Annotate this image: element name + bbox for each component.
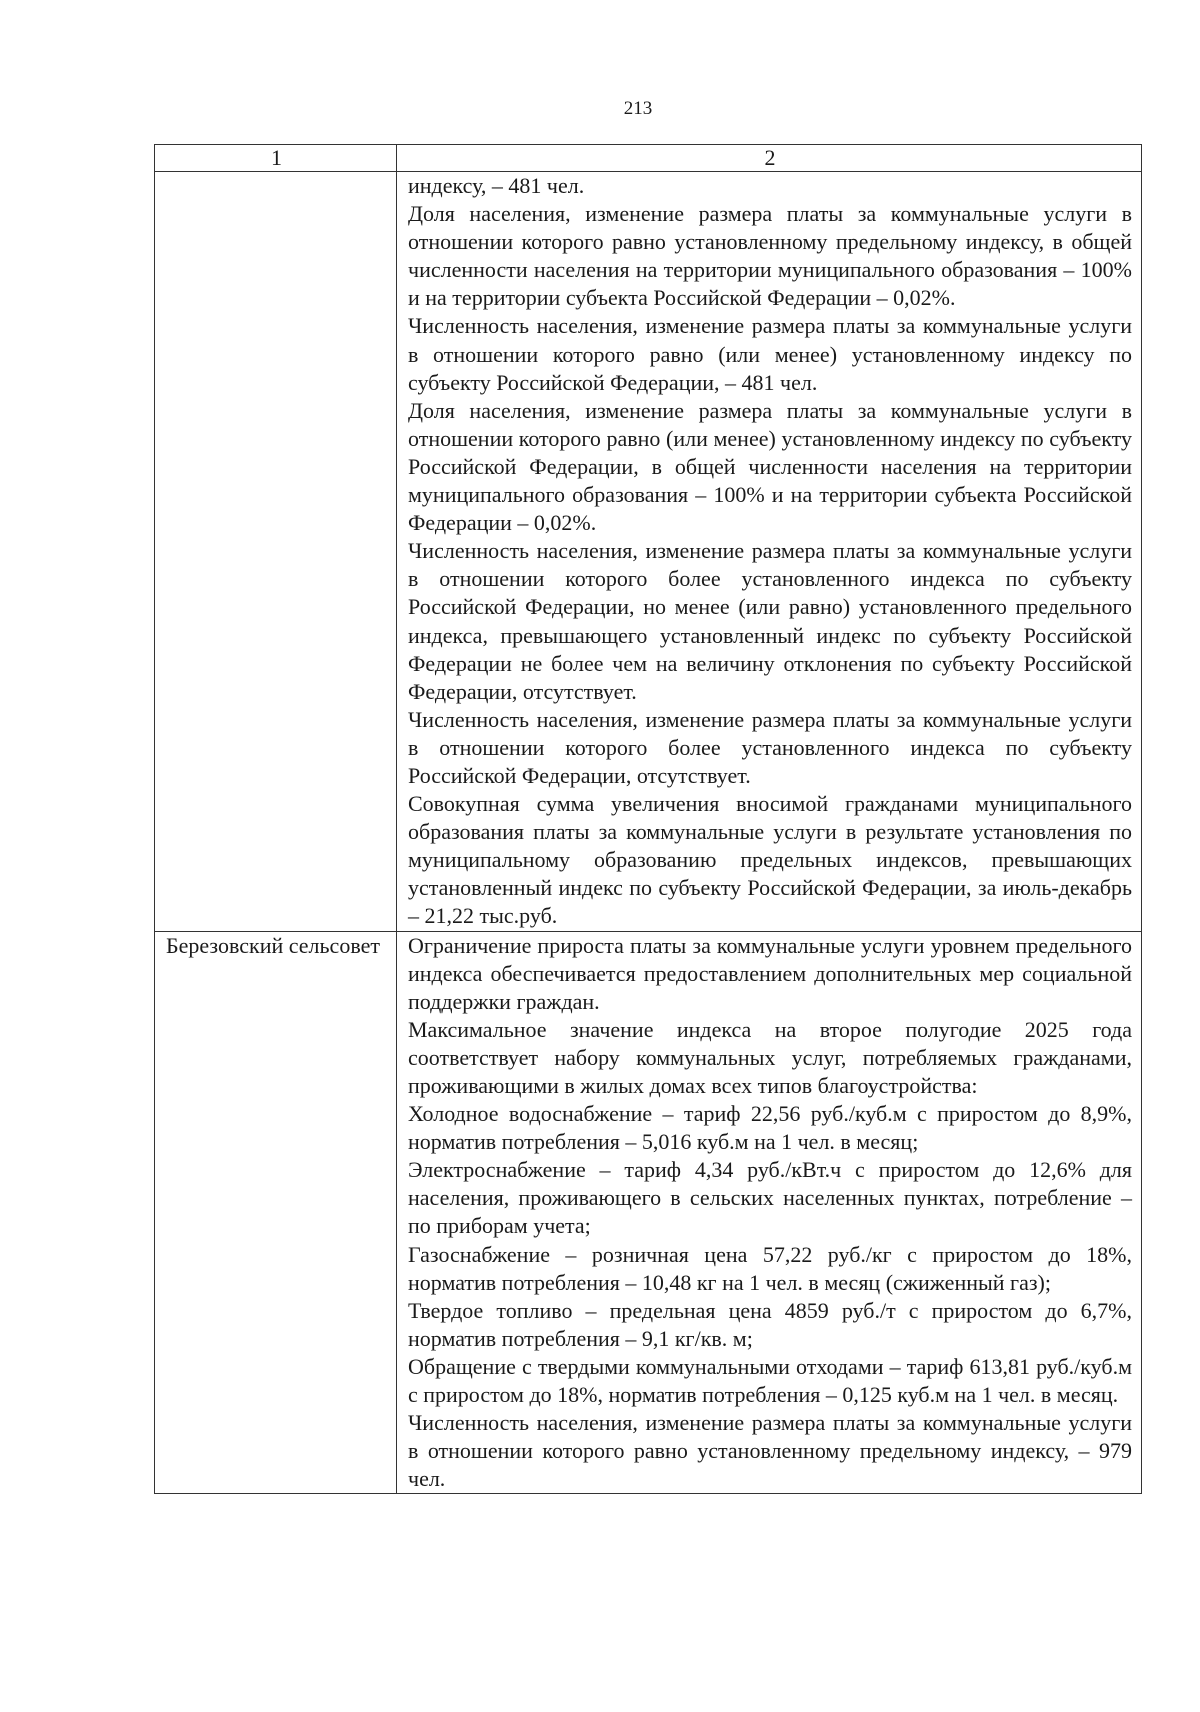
- paragraph: Совокупная сумма увеличения вносимой гражданами муниципального образования платы за коммунальные услуги в результате установления по муниципальному образованию предельных индексов, превышающих установленный индекс по субъекту Российской Федерации, за июль-декабрь – 21,22 тыс.руб.: [408, 791, 1132, 929]
- paragraph: Численность населения, изменение размера платы за коммунальные услуги в отношении которого равно (или менее) установленному индексу по субъекту Российской Федерации, – 481 чел.: [408, 313, 1132, 395]
- paragraph: Холодное водоснабжение – тариф 22,56 руб./куб.м с приростом до 8,9%, норматив потребления – 5,016 куб.м на 1 чел. в месяц;: [408, 1101, 1132, 1155]
- table-row: [155, 172, 1142, 932]
- column-header-2: 2: [397, 145, 1142, 172]
- paragraph: индексу, – 481 чел.: [408, 173, 585, 198]
- description-cell: [397, 172, 1142, 932]
- paragraph: Максимальное значение индекса на второе полугодие 2025 года соответствует набору коммунальных услуг, потребляемых гражданами, проживающими в жилых домах всех типов благоустройства:: [408, 1016, 1132, 1098]
- paragraph: Численность населения, изменение размера платы за коммунальные услуги в отношении которого равно установленному предельному индексу, – 979 чел.: [408, 1410, 1132, 1492]
- paragraph: Доля населения, изменение размера платы за коммунальные услуги в отношении которого равно установленному предельному индексу, в общей численности населения на территории муниципального образования – 100% и на территории субъекта Российской Федерации – 0,02%.: [408, 201, 1132, 311]
- municipality-cell: [155, 172, 397, 932]
- paragraph: Ограничение прироста платы за коммунальные услуги уровнем предельного индекса обеспечивается предоставлением дополнительных мер социальной поддержки граждан.: [408, 932, 1132, 1014]
- municipality-cell: Березовский сельсовет: [155, 931, 397, 1494]
- table-row: [155, 931, 1142, 1494]
- description-cell: [397, 931, 1142, 1494]
- paragraph: Доля населения, изменение размера платы за коммунальные услуги в отношении которого равно (или менее) установленному индексу по субъекту Российской Федерации, в общей численности населения на территории муниципального образования – 100% и на территории субъекта Российской Федерации – 0,02%.: [408, 397, 1132, 536]
- paragraph: Газоснабжение – розничная цена 57,22 руб./кг с приростом до 18%, норматив потребления – 10,48 кг на 1 чел. в месяц (сжиженный газ);: [408, 1241, 1132, 1295]
- paragraph: Твердое топливо – предельная цена 4859 руб./т с приростом до 6,7%, норматив потребления – 9,1 кг/кв. м;: [408, 1297, 1132, 1351]
- table-header-row: [155, 145, 1142, 172]
- paragraph: Численность населения, изменение размера платы за коммунальные услуги в отношении которого более установленного индекса по субъекту Российской Федерации, отсутствует.: [408, 706, 1132, 788]
- paragraph: Электроснабжение – тариф 4,34 руб./кВт.ч с приростом до 12,6% для населения, проживающего в сельских населенных пунктах, потребление – по приборам учета;: [408, 1157, 1132, 1239]
- paragraph: Обращение с твердыми коммунальными отходами – тариф 613,81 руб./куб.м с приростом до 18%, норматив потребления – 0,125 куб.м на 1 чел. в месяц.: [408, 1353, 1132, 1408]
- data-table: [154, 144, 1142, 1494]
- column-header-1: 1: [155, 145, 397, 172]
- paragraph: Численность населения, изменение размера платы за коммунальные услуги в отношении которого более установленного индекса по субъекту Российской Федерации, но менее (или равно) установленного предельного индекса, превышающего установленный индекс по субъекту Российской Федерации не более чем на величину отклонения по субъекту Российской Федерации, отсутствует.: [408, 538, 1132, 704]
- page-number: 213: [623, 98, 653, 119]
